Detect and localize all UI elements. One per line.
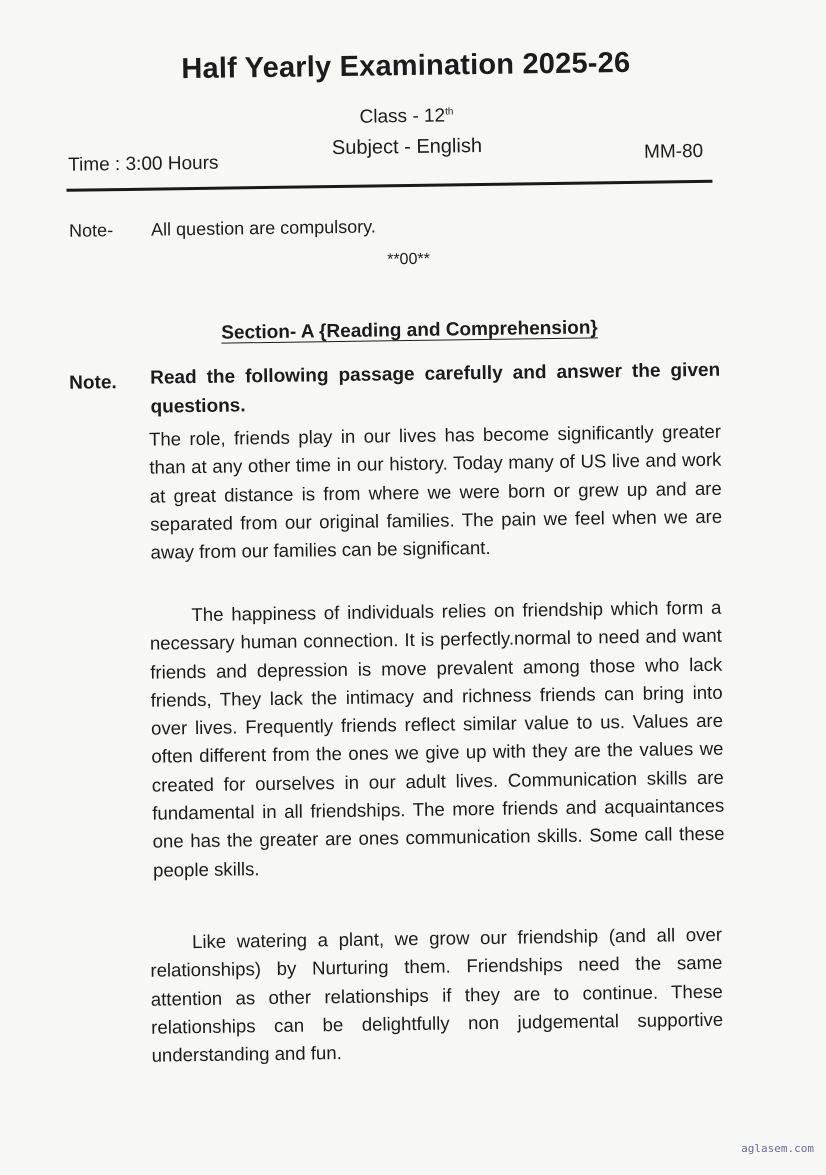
subject-line: Subject - English xyxy=(331,134,483,160)
exam-title: Half Yearly Examination 2025-26 xyxy=(181,46,631,86)
section-note-label: Note. xyxy=(69,372,117,394)
passage-paragraph-3: Like watering a plant, we grow our friendship (and all over relationships) by Nurturing them. Friendships need the same attention as other relationships if they are to continue. These relationships can be delightfully non judgemental supportive understanding and fun. xyxy=(150,923,724,1066)
passage-paragraph-2: The happiness of individuals relies on friendship which form a necessary human connection. It is perfectly.normal to need and want friends and depression is move prevalent among those who lack friends, They lack the intimacy and richness friends can bring into over lives. Frequently friends reflect similar value to us. Values are often different from the ones we give up with they are the values we created for ourselves in our adult lives. Communication skills are fundamental in all friendships. The more friends and acquaintances one has the greater are ones communication skills. Some call these people skills. xyxy=(149,596,725,881)
general-note-text: All question are compulsory. xyxy=(150,216,376,240)
class-label: Class - 12 xyxy=(359,105,446,128)
section-heading-text: Section- A {Reading and Comprehension} xyxy=(221,317,598,344)
separator-mark: **00** xyxy=(387,250,430,269)
class-suffix: th xyxy=(444,106,454,118)
max-marks: MM-80 xyxy=(643,140,704,163)
passage-paragraph-1: The role, friends play in our lives has become significantly greater than at any other time in our history. Today many of US live and work at great distance is from where we were born or grew up and are separated from our original families. The pain we feel when we are away from our families can be significant. xyxy=(148,420,723,563)
header-divider xyxy=(67,180,713,192)
general-note-label: Note- xyxy=(68,220,114,241)
time-allowed: Time : 3:00 Hours xyxy=(68,152,219,176)
section-note-text: Read the following passage carefully and answer the given questions. xyxy=(150,359,721,418)
source-watermark: aglasem.com xyxy=(741,1142,814,1155)
section-heading xyxy=(0,314,823,348)
class-line xyxy=(0,100,820,134)
